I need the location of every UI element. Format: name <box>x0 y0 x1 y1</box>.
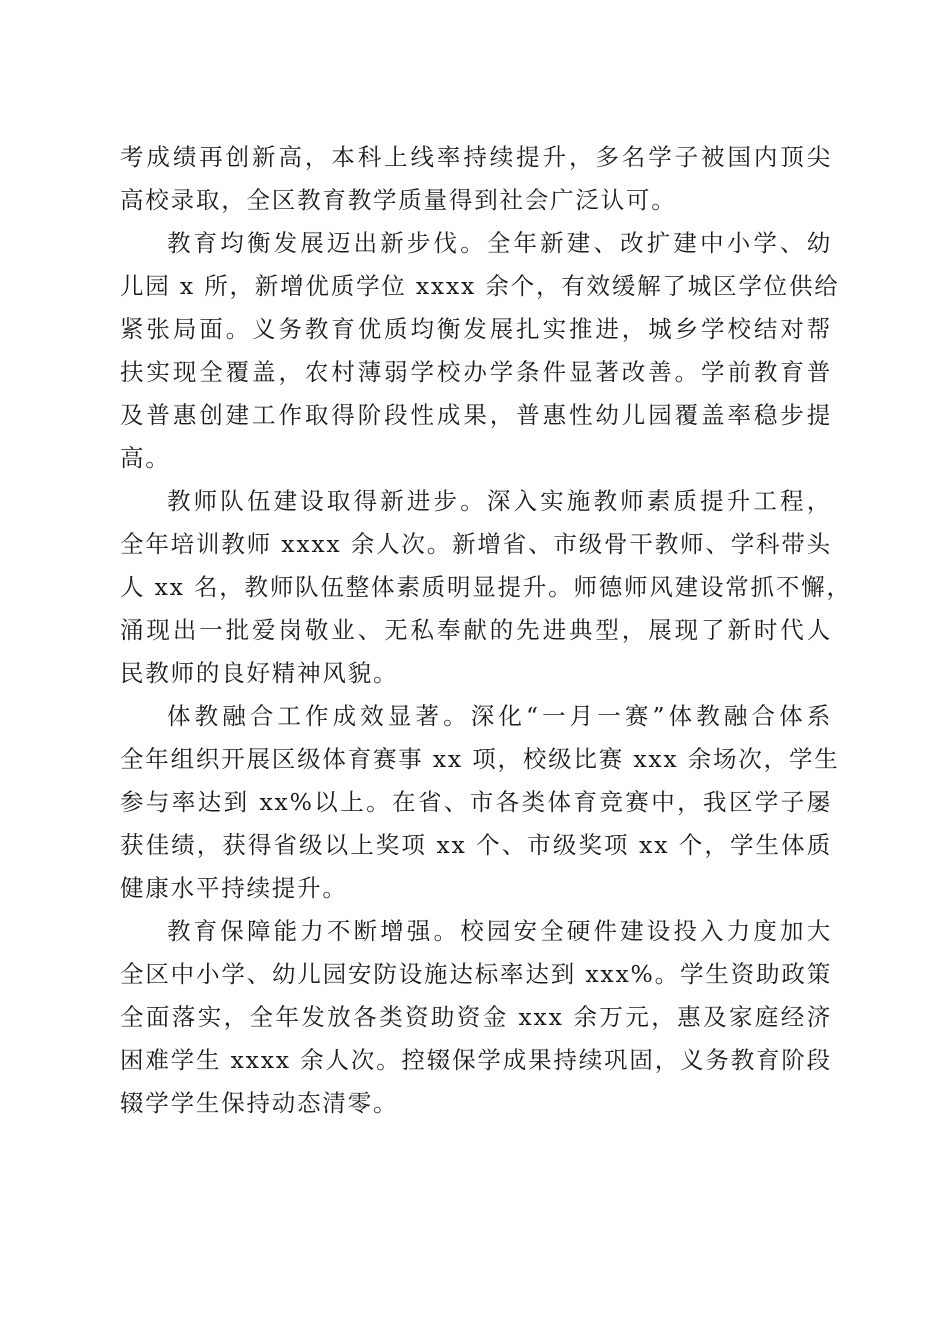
paragraph-line: 辍学学生保持动态清零。 <box>120 1089 399 1117</box>
paragraph-line: 及普惠创建工作取得阶段性成果，普惠性幼儿园覆盖率稳步提 <box>120 401 832 429</box>
paragraph-line: 全面落实，全年发放各类资助资金 xxx 余万元，惠及家庭经济 <box>120 1003 832 1031</box>
paragraph-sports-education <box>120 695 840 910</box>
paragraph-line: 全区中小学、幼儿园安防设施达标率达到 xxx%。学生资助政策 <box>120 960 832 988</box>
paragraph-line: 扶实现全覆盖，农村薄弱学校办学条件显著改善。学前教育普 <box>120 358 832 386</box>
paragraph-line: 人 xx 名，教师队伍整体素质明显提升。师德师风建设常抓不懈， <box>120 573 852 601</box>
paragraph-line: 困难学生 xxxx 余人次。控辍保学成果持续巩固，义务教育阶段 <box>120 1046 832 1074</box>
paragraph-line: 体教融合工作成效显著。深化“一月一赛”体教融合体系 <box>167 702 832 730</box>
paragraph-line: 儿园 x 所，新增优质学位 xxxx 余个，有效缓解了城区学位供给 <box>120 272 840 300</box>
paragraph-line: 教育保障能力不断增强。校园安全硬件建设投入力度加大 <box>167 917 832 945</box>
paragraph-line: 民教师的良好精神风貌。 <box>120 659 399 687</box>
paragraph-line: 高。 <box>120 444 171 472</box>
paragraph-teacher-team <box>120 480 852 695</box>
paragraph-line: 考成绩再创新高，本科上线率持续提升，多名学子被国内顶尖 <box>120 143 832 171</box>
paragraph-exam-results <box>120 136 832 222</box>
paragraph-line: 教育均衡发展迈出新步伐。全年新建、改扩建中小学、幼 <box>167 229 832 257</box>
paragraph-line: 全年培训教师 xxxx 余人次。新增省、市级骨干教师、学科带头 <box>120 530 832 558</box>
paragraph-line: 涌现出一批爱岗敬业、无私奉献的先进典型，展现了新时代人 <box>120 616 832 644</box>
paragraph-line: 全年组织开展区级体育赛事 xx 项，校级比赛 xxx 余场次，学生 <box>120 745 840 773</box>
paragraph-line: 紧张局面。义务教育优质均衡发展扎实推进，城乡学校结对帮 <box>120 315 832 343</box>
paragraph-line: 健康水平持续提升。 <box>120 874 348 902</box>
paragraph-line: 高校录取，全区教育教学质量得到社会广泛认可。 <box>120 186 677 214</box>
paragraph-line: 教师队伍建设取得新进步。深入实施教师素质提升工程， <box>167 487 832 515</box>
paragraph-line: 获佳绩，获得省级以上奖项 xx 个、市级奖项 xx 个，学生体质 <box>120 831 832 859</box>
paragraph-balanced-development <box>120 222 840 480</box>
paragraph-education-support <box>120 910 832 1125</box>
paragraph-line: 参与率达到 xx%以上。在省、市各类体育竞赛中，我区学子屡 <box>120 788 832 816</box>
document-body <box>120 136 852 1125</box>
